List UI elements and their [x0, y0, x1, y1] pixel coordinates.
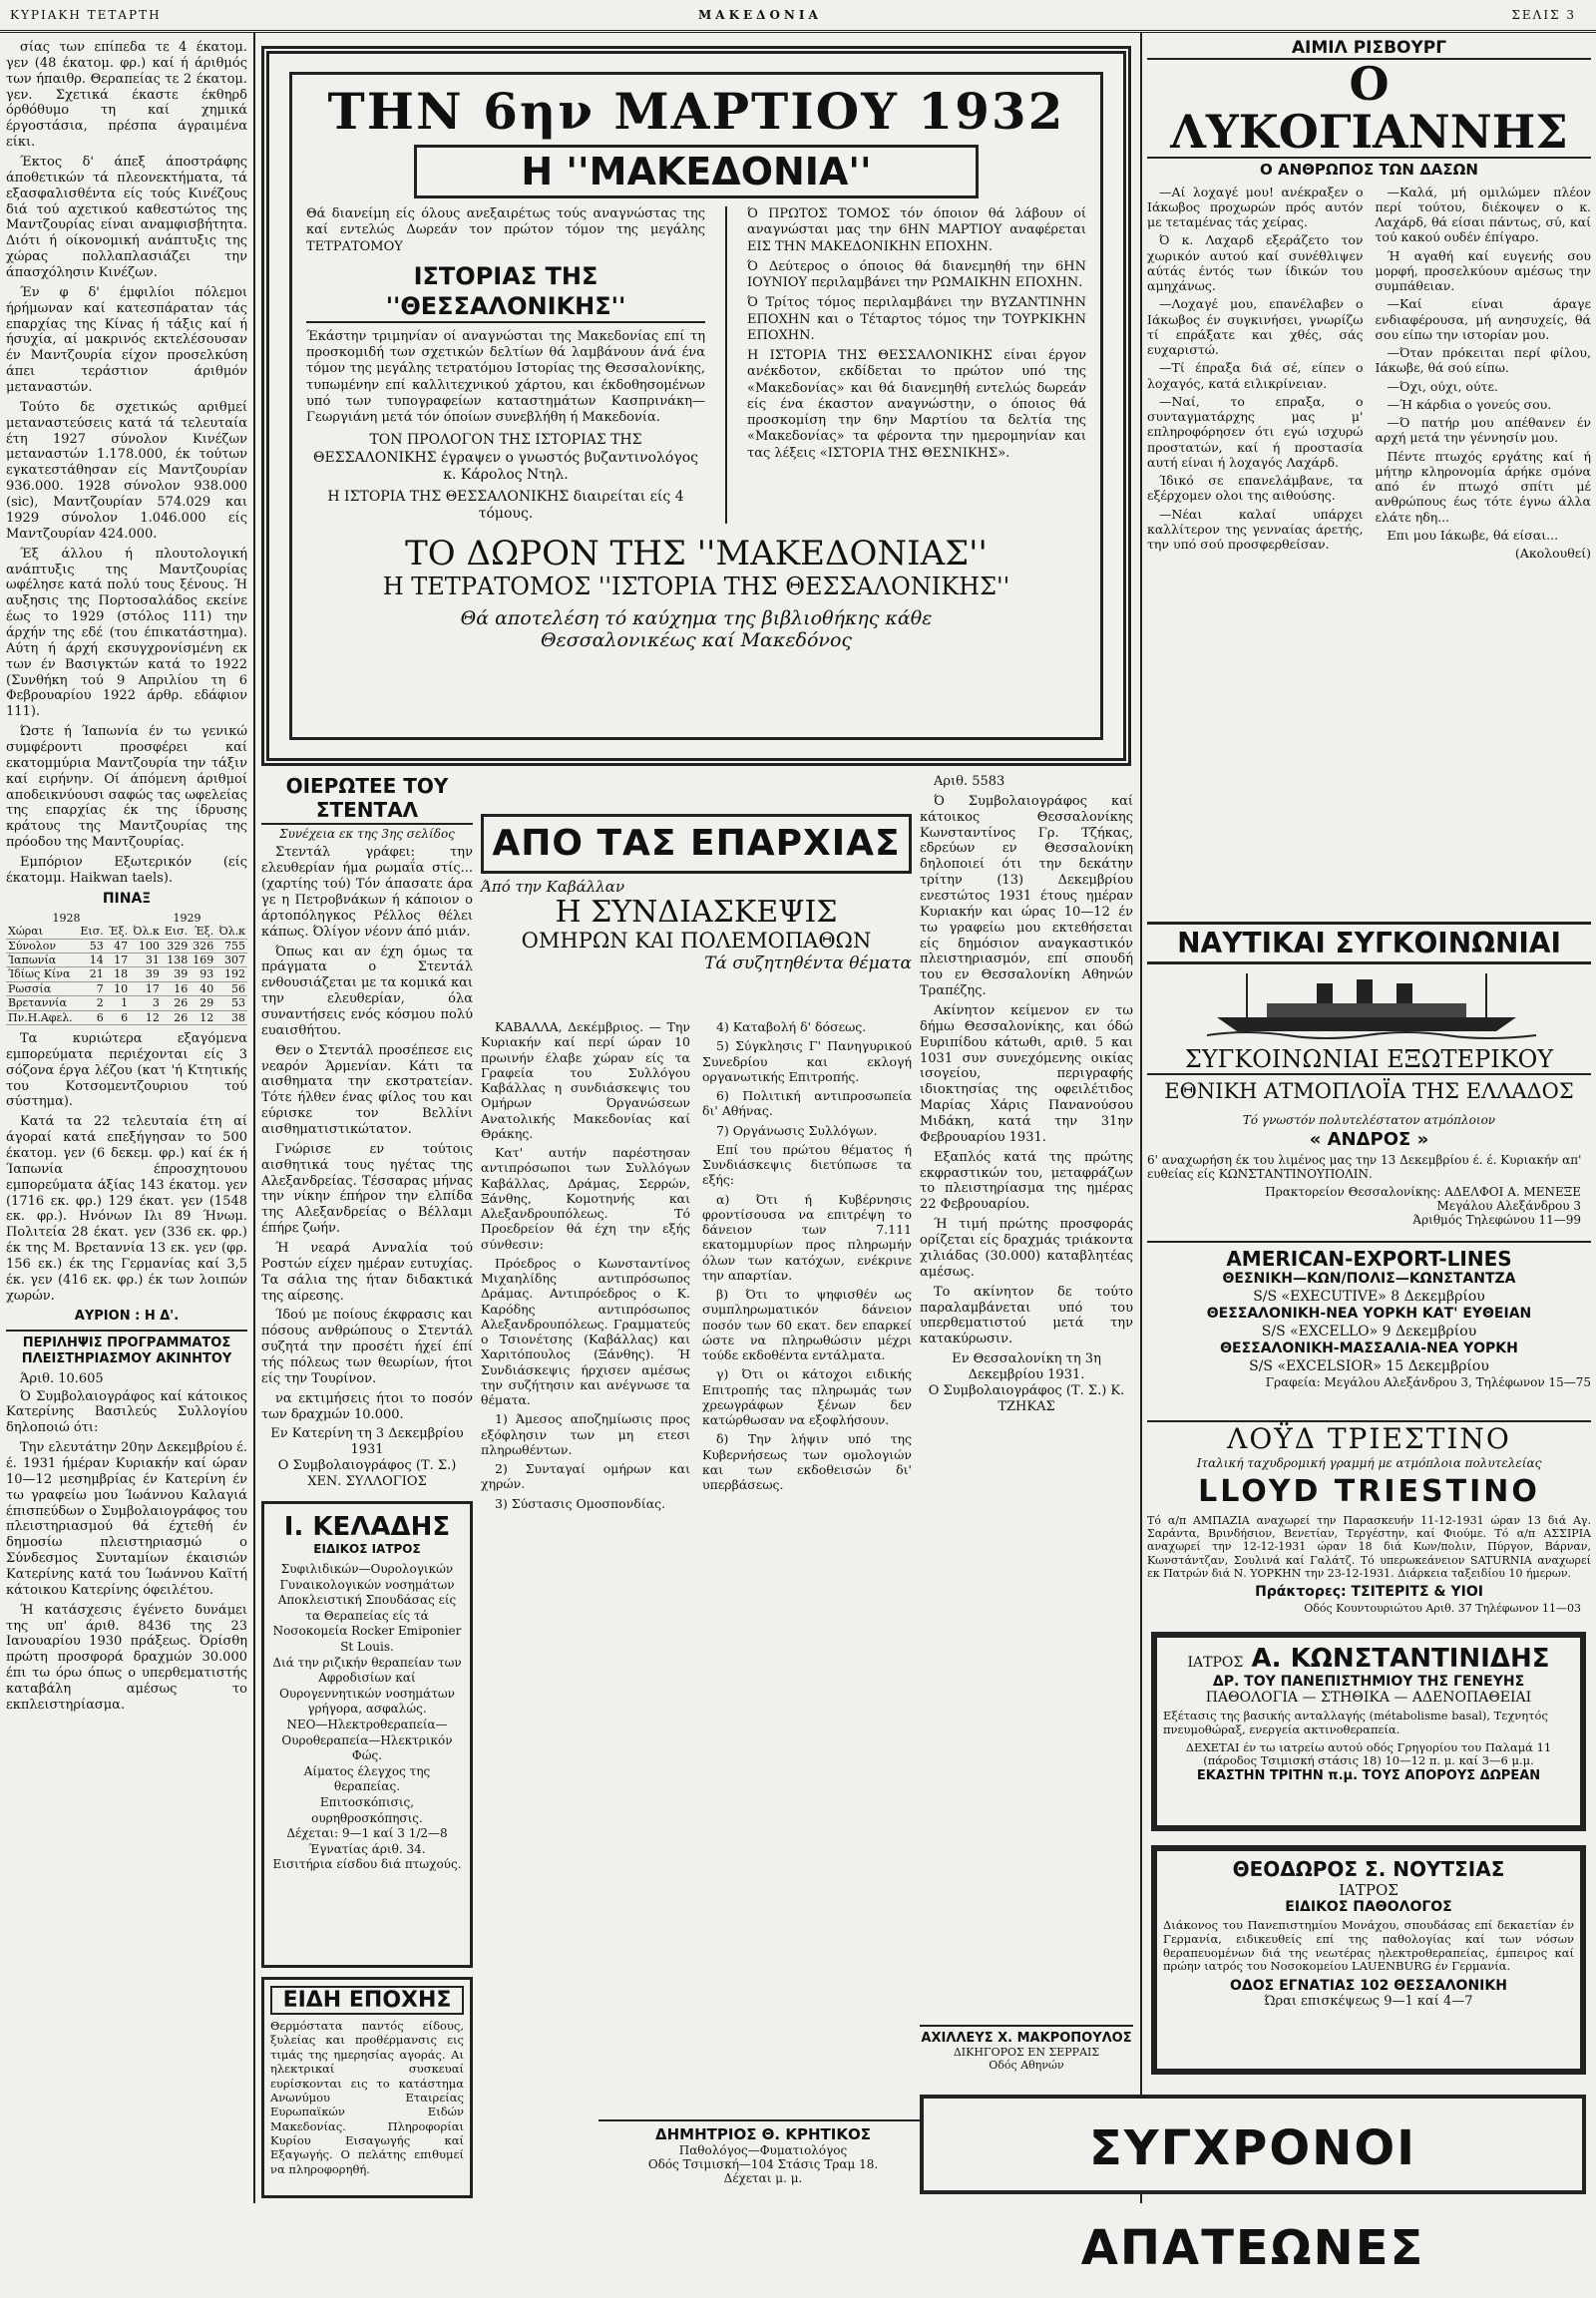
headline-tertiary: Τά συζητηθέντα θέματα — [704, 954, 912, 974]
serial-continued: (Ακολουθεί) — [1514, 546, 1591, 562]
article-paragraph: Την ελευτάτην 20ην Δεκεμβρίου έ. έ. 1931 ήμέραν Κυριακήν καί ώραν 10—12 μεσημβρίας έν Κατερίνη έν τω γραφείω μου Ίωάννου Καλαγιά έπισπεύδων ο Συμβολαιογράφος του πλειστηριασμού θά έχτεθή έν δημοσίω πλειστηριασμώ ο Σύνδεσμος Συνταμίων έκαισιών Κατερίνης κατά του Ίωάννου Καϊτή κάτοικου Κατερίνης όφειλέτου. — [6, 1440, 247, 1598]
gift-subtitle: Η ΤΕΤΡΑΤΟΜΟΣ ''ΙΣΤΟΡΙΑ ΤΗΣ ΘΕΣΣΑΛΟΝΙΚΗΣ'' — [382, 573, 1010, 601]
shipping-agents — [1265, 1185, 1581, 1227]
serial-paragraph: —Όχι, ούχι, ούτε. — [1387, 378, 1498, 394]
article-paragraph: α) Ότι ή Κυβέρνησις φροντίσουσα να επιτρέψη το δάνειον των 7.111 εκατομμυρίων προς πληρωμήν όλων των κατόχων, ενέκρινε την απαρτίαν. — [702, 1191, 912, 1283]
table-cell: 14 — [77, 953, 105, 966]
signature-date: Εν Κατερίνη τη 3 Δεκεμβρίου 1931 — [270, 1426, 464, 1458]
announcement-right — [747, 206, 1086, 524]
table-cell: 7 — [77, 981, 105, 995]
serial-paragraph: —Καί είναι άραγε ενδιαφέρουσα, μή ανησυχείς, θά σου είπω την ιστορίαν μου. — [1375, 296, 1591, 342]
table-cell: 10 — [106, 981, 130, 995]
article-paragraph: Κατ' αυτήν παρέστησαν αντιπρόσωποι των Συλλόγων Καβάλλας, Δράμας, Σερρών, Ξάνθης, Κομοτηνής και Αλεξανδρουπόλεως. Τό Προεδρείον θά έχη την εξής σύνθεσιν: — [481, 1145, 690, 1252]
ship-sailing: S/S «EXCELSIOR» 15 Δεκεμβρίου — [1249, 1357, 1489, 1374]
lloyd-subtitle: Ιταλική ταχυδρομική γραμμή με ατμόπλοια πολυτελείας — [1196, 1456, 1542, 1470]
article-paragraph: Επί του πρώτου θέματος ή Συνδιάσκεψις διετύπωσε τα εξής: — [702, 1141, 912, 1188]
table-cell: 17 — [106, 953, 130, 966]
article-paragraph: Ώστε ή Ίαπωνία έν τω γενικώ συμφέροντι προσφέρει καί εκατομμύρια Μαντζουρία την τάξιν καί ειρήνην. Οί άπόμενη άριθμοί αποδεικνύουσι σαφώς τας ωφελείας της επαρχίας έκ της ίδρυσης κράτους της Μαντζουρίας της πρόοδου της Μαντζουρίας. — [6, 724, 247, 851]
lawyer-name: ΑΧΙΛΛΕΥΣ Χ. ΜΑΚΡΟΠΟΥΛΟΣ — [921, 2031, 1132, 2046]
serial-body — [1147, 185, 1591, 562]
table-cell: Έξ. — [190, 925, 215, 939]
doctor-title: ΙΑΤΡΟΣ — [1339, 1881, 1398, 1899]
table-cell: 53 — [77, 939, 105, 953]
gift-line: Θά αποτελέση τό καύχημα της βιβλιοθήκης κάθε — [460, 606, 933, 629]
table-cell: Εισ. — [77, 925, 105, 939]
epoch-ad — [261, 1977, 473, 2198]
doctor-specialty: ΠΑΘΟΛΟΓΙΑ — ΣΤΗΘΙΚΑ — ΑΔΕΝΟΠΑΘΕΙΑΙ — [1205, 1690, 1532, 1706]
route: ΘΕΣΝΙΚΗ—ΚΩΝ/ΠΟΛΙΣ—ΚΩΝΣΤΑΝΤΖΑ — [1222, 1271, 1516, 1287]
ship-illustration-icon — [1207, 969, 1536, 1039]
article-paragraph: Έξ άλλου ή πλουτολογική ανάπτυξις της Μαντζουρίας ωφέλησε κατά πολύ τους ξένους. Ή αυξησις της Πορτοσαλάδος εκείνε έως το 1929 (στόλος 111) την άρχήν της εδέ (του έπικατάστημα). Αύτη ή άρχή εκσυγχρονίσμένη εκ των έν Βασιγκτών κατά το 1922 (Συνθήκη τού 9 Απριλίου τη 6 Φεβρουαρίου 1922 άρθρ. εδάφιον 111). — [6, 546, 247, 720]
gift-line: Θεσσαλονικέως καί Μακεδόνος — [540, 628, 853, 651]
dateline-from: Άπό την Καβάλλαν — [481, 878, 625, 896]
article-paragraph: γ) Ότι οι κάτοχοι ειδικής Επιτροπής τας πληρωμάς των χρεωγράφων ξένων δεν κατώρθωσαν να εξοφλήσουν. — [702, 1366, 912, 1427]
table-years — [6, 912, 247, 925]
table-row — [6, 996, 247, 1010]
ad-body: Θερμόστατα παντός είδους, ξυλείας και προθέρμανσις εις τιμάς της ημερησίας αγοράς. Αι ηλεκτρικαί συσκευαί ευρίσκονται εις το κατάστημα Ανωνύμου Εταιρείας Ευρωπαϊκών Ειδών Μακεδονίας. Πληροφορίαι Κυρίου Εισαγωγής καί Εξαγωγής. Ο πελάτης επιθυμεί να πληροφορηθή. — [270, 2019, 464, 2176]
left-column — [6, 40, 247, 2199]
table-cell: 3 — [130, 996, 162, 1010]
gift-title: ΤΟ ΔΩΡΟΝ ΤΗΣ ''ΜΑΚΕΔΟΝΙΑΣ'' — [405, 533, 988, 574]
announcement-paragraph: Ό ΠΡΩΤΟΣ ΤΟΜΟΣ τόν όποιον θά λάβουν οί αναγνώσται μας την 6ΗΝ ΜΑΡΤΙΟΥ αναφέρεται ΕΙΣ ΤΗΝ ΜΑΚΕΔΟΝΙΚΗΝ ΕΠΟΧΗΝ. — [747, 206, 1086, 254]
provinces-title: ΑΠΟ ΤΑΣ ΕΠΑΡΧΙΑΣ — [492, 823, 901, 864]
lloyd-body: Τό α/π ΑΜΠΑΖΙΑ αναχωρεί την Παρασκευήν 11-12-1931 ώραν 13 διά Αγ. Σαράντα, Βρινδήσιον, Βενετίαν, Τεργέστην, καί Φιούμε. Τό α/π ΑΣΣΙΡΙΑ αναχωρεί την 12-12-1931 ώραν 18 διά Κων/πολιν, Πύργον, Βάρναν, Κωνστάντζαν, Σουλινά καί Γαλάτζ. Τό υπερωκεάνειον SATURNIA αναχωρεί εκ Πατρών διά Ν. ΥΟΡΚΗΝ την 23-12-1931. Διάρκεια ταξειδίου 10 ήμερων. — [1147, 1514, 1591, 1580]
article-paragraph: Έν φ δ' έμφιλίοι πόλεμοι ήρήμωναν καί κατεσπάραταν τάς επαρχίας της Κίνας ή τάξις καί ή ήσυχία, αί μακρινός εκτελέσουσαν έν Μαντζουρία είχον προσελκύση άπει τεράστιον άριθμόν μεταναστών. — [6, 284, 247, 396]
article-paragraph: σίας των επίπεδα τε 4 έκατομ. γεν (48 έκατομ. φρ.) καί ή άριθμός των ήπαιθρ. Θεραπείας τε 2 έκατομ. γεν. Σχετικά έκαστε έκθηρδ όρθόθυμο τη καί χημικά έργοστάσια, πρέσπα άγραιμένα είκι. — [6, 40, 247, 151]
doctor-hours: Δέχεται μ. μ. — [723, 2171, 803, 2185]
article-paragraph: Ό Συμβολαιογράφος καί κάτοικος Κατερίνης Βασιλεύς Συλλογίου δηλοποιώ ότι: — [6, 1388, 247, 1436]
table-cell: 53 — [215, 996, 247, 1010]
column-rule — [253, 32, 255, 2203]
article-paragraph: Στεντάλ γράφει: την ελευθερίαν ήμα ρωμαΐα στίς... (χαρτίης τού) Τόν άπασατε άρα γε η Πετροβνάκων ή κάποιον ο άρτοπόληγκος Ρέλλος θέλει κάπως. Όλίγον νέονν άπό μιάν. — [261, 845, 473, 940]
table-cell: 47 — [106, 939, 130, 953]
article-paragraph: Πρόεδρος ο Κωνσταντίνος Μιχαηλίδης αντιπρόσωπος Δράμας. Αντιπρόεδρος ο Κ. Καρόδης αντιπρόσωπος Αλεξανδρουπόλεως. Γραμματεύς ο Τσιονέτσης (Καβάλλας) και Χαριτόπουλος (Ξάνθης). Ή Συνδιάσκεψις ήρχισεν αμέσως την συζήτησιν και ανέγνωσε τα θέματα. — [481, 1255, 690, 1407]
ad-line: Διά την ριζικήν θεραπείαν των Αφροδισίων καί Ουρογεννητικών νοσημάτων γρήγορα, ασφαλώς. — [272, 1655, 462, 1717]
announcement-intro: Θά διανείμη είς όλους ανεξαιρέτως τούς αναγνώστας της καί εντελώς Δωρεάν τον πρώτον τόμον της μεγάλης ΤΕΤΡΑΤΟΜΟΥ — [306, 206, 705, 254]
stentor-title: ΟΙΕΡΩΤΕΕ ΤΟΥ ΣΤΕΝΤΑΛ — [261, 774, 473, 825]
lawyer-address: Οδός Αθηνών — [989, 2059, 1064, 2072]
table-cell: 18 — [106, 967, 130, 981]
table-cell: 29 — [190, 996, 215, 1010]
table-row — [6, 981, 247, 995]
announcement-paragraph: Ό Τρίτος τόμος περιλαμβάνει την ΒΥΖΑΝΤΙΝΗΝ ΕΠΟΧΗΝ και ο Τέταρτος τόμος την ΤΟΥΡΚΙΚΗΝ ΕΠΟΧΗΝ. — [747, 295, 1086, 343]
history-title: ΙΣΤΟΡΙΑΣ ΤΗΣ ''ΘΕΣΣΑΛΟΝΙΚΗΣ'' — [306, 261, 705, 323]
doctor-name: ΘΕΟΔΩΡΟΣ Σ. ΝΟΥΤΣΙΑΣ — [1232, 1857, 1505, 1881]
route: ΘΕΣΣΑΛΟΝΙΚΗ-ΜΑΣΣΑΛΙΑ-ΝΕΑ ΥΟΡΚΗ — [1220, 1340, 1518, 1356]
table-cell: 329 — [162, 939, 190, 953]
provinces-header — [481, 814, 912, 874]
article-paragraph: 7) Οργάνωσις Συλλόγων. — [716, 1122, 878, 1138]
article-paragraph: ΚΑΒΑΛΛΑ, Δεκέμβριος. — Την Κυριακήν καί περί ώραν 10 πρωινήν έλαβε χώραν είς τα Γραφεία του Συλλόγου Καβάλλας η συνδιάσκεψις του Ομήρων Όργανώσεων Ανατολικής Μακεδονίας καί Θράκης. — [481, 1019, 690, 1141]
table-row — [6, 925, 247, 939]
table-cell: 1 — [106, 996, 130, 1010]
table-cell: 16 — [162, 981, 190, 995]
doctor-ad — [598, 2119, 928, 2201]
serial-author: ΑΙΜΙΛ ΡΙΣΒΟΥΡΓ — [1291, 38, 1447, 58]
doctor-title: Παθολόγος—Φυματιολόγος — [678, 2143, 848, 2157]
table-cell: Ίαπωνία — [6, 953, 77, 966]
ael-office: Γραφεία: Μεγάλου Αλεξάνδρου 3, Τηλέφωνον 15—75 — [1265, 1375, 1591, 1389]
feature-announcement — [261, 46, 1131, 766]
ship-schedule: 6' αναχωρήση έκ του λιμένος μας την 13 Δεκεμβρίου έ. έ. Κυριακήν απ' ευθείας είς ΚΩΝΣΤΑΝΤΙΝΟΥΠΟΛΙΝ. — [1147, 1153, 1582, 1182]
serial-paragraph: —Λοχαγέ μου, επανέλαβεν ο Ιάκωβος έν συγκινήσει, γνωρίζω τί επράξατε και χθές, σάς ευχαριστώ. — [1147, 296, 1364, 358]
announcement-body: Έκάστην τριμηνίαν οί αναγνώσται της Μακεδονίας επί τη προσκομιδή των σχετικών δελτίων θά λαμβάνουν άνά ένα τόμον της μεγάλης τετρατόμου Ιστορίας της Θεσσαλονίκης, τυπωμένην επί καλλιτεχνικού χάρτου, και έκδοθησομένων υπό των τυπογραφείων καταστημάτων Κασπρινάκη—Γεωργιάνη μετά τόν όποίων συνεβλήθη ή Μακεδονία. — [306, 328, 705, 425]
ael-title: AMERICAN-EXPORT-LINES — [1147, 1241, 1591, 1271]
article-paragraph: Θεν ο Στεντάλ προσέπεσε εις νεαρόν Άρμενίαν. Κάτι τα αισθηματα την εκστρατείαν. Τότε ήλθεν ένας φίλος του και εύρισκε τον Βελλίνι αισθηματιστικώτατον. — [261, 1042, 473, 1138]
lloyd-address: Οδός Κουντουριώτου Αριθ. 37 Τηλέφωνον 11—03 — [1304, 1602, 1581, 1615]
doctor-body: Διάκονος του Πανεπιστημίου Μονάχου, σπουδάσας επί δεκαετίαν έν Γερμανία, ειδικευθείς επί της παθολογίας καί των νόσων θεραπευομένων διά της νεωτέρας ηλεκτροθεραπείας, έμπειρος καί πρώην ιατρός του Νοσοκομείου LAUENBURG έν Γερμανία. — [1163, 1918, 1574, 1974]
table-cell: 12 — [190, 1010, 215, 1024]
ad-line: Εισιτήρια είσδου διά πτωχούς. — [272, 1857, 462, 1872]
table-year: 1928 — [52, 911, 81, 925]
agent-phone: Άριθμός Τηλεφώνου 11—99 — [1412, 1213, 1581, 1227]
ad-line: Αίματος έλεγχος της θεραπείας. — [303, 1763, 431, 1794]
signature: Ο Συμβολαιογράφος (Τ. Σ.) ΧΕΝ. ΣΥΛΛΟΓΙΟΣ — [277, 1458, 457, 1490]
serial-paragraph: —Ή κάρδια ο γονεύς σου. — [1387, 396, 1552, 412]
article-paragraph: Έκτος δ' άπεξ άποστράφης άποθετικών τά πλεονεκτήματα, τά εξασφαλισθέντα είς τούς Κινέζους διά τού αχετικού καθεστώτος της Μαντζουρίας είναι αναμφισβήτητα. Διότι ή οίκονομική ανάπτυξις της χώρας πολλαπλασιάζει την άπασχόλησιν Κινέζων. — [6, 155, 247, 281]
table-row — [6, 1010, 247, 1024]
announcement-left — [306, 206, 705, 524]
article-paragraph: β) Ότι το ψηφισθέν ως συμπληρωματικόν δάνειον ποσόν των 60 εκατ. δεν επαρκεί ώστε να πληρωθώσιν μέχρι τούδε εκδοθέντα εντάλματα. — [702, 1287, 912, 1362]
foreign-title: ΣΥΓΚΟΙΝΩΝΙΑΙ ΕΞΩΤΕΡΙΚΟΥ — [1147, 1045, 1591, 1075]
ship-sailing: S/S «EXECUTIVE» 8 Δεκεμβρίου — [1253, 1288, 1485, 1305]
masthead — [0, 0, 1596, 33]
table-cell: 39 — [162, 967, 190, 981]
table-cell: 2 — [77, 996, 105, 1010]
article-paragraph: Ή τιμή πρώτης προσφοράς ορίζεται είς δραχμάς τριάκοντα χιλιάδας (30.000) καταβλητέας αμέσως. — [920, 1217, 1133, 1280]
doctor-free: ΕΚΑΣΤΗΝ ΤΡΙΤΗΝ π.μ. ΤΟΥΣ ΑΠΟΡΟΥΣ ΔΩΡΕΑΝ — [1196, 1768, 1541, 1784]
noutsias-ad — [1151, 1845, 1586, 2075]
table-cell: 31 — [130, 953, 162, 966]
serial-paragraph: —Όταν πρόκειται περί φίλου, Ιάκωβε, θά σού είπω. — [1375, 345, 1591, 376]
article-paragraph: 1) Άμεσος αποζημίωσις προς εξόφλησιν των μη ετεσι πληρωθέντων. — [481, 1411, 690, 1457]
article-paragraph: 5) Σύγκλησις Γ' Πανηγυρικού Συνεδρίου και εκλογή οργανωτικής Επιτροπής. — [702, 1038, 912, 1084]
table-cell: 39 — [130, 967, 162, 981]
table-row — [6, 953, 247, 966]
table-cell: 17 — [130, 981, 162, 995]
ad-line: Δέχεται: 9—1 καί 3 1/2—8 — [286, 1826, 448, 1841]
trade-table — [6, 925, 247, 1025]
table-cell: 755 — [215, 939, 247, 953]
table-cell: 6 — [77, 1010, 105, 1024]
table-cell: 12 — [130, 1010, 162, 1024]
prologue-note: ΤΟΝ ΠΡΟΛΟΓΟΝ ΤΗΣ ΙΣΤΟΡΙΑΣ ΤΗΣ ΘΕΣΣΑΛΟΝΙΚΗΣ έγραψεν ο γνωστός βυζαντινολόγος κ. Κάρολος Ντηλ. — [313, 432, 698, 484]
konstantinidis-ad — [1151, 1632, 1586, 1831]
tomorrow-note: ΑΥΡΙΟΝ : Η Δ'. — [74, 1308, 180, 1324]
lloyd-agents: Πράκτορες: ΤΣΙΤΕΡΙΤΣ & ΥΙΟΙ — [1255, 1584, 1483, 1600]
ad-line: Επιτοσκόπισις, ουρηθροσκόπησις. — [311, 1794, 423, 1825]
table-row — [6, 939, 247, 953]
table-row — [6, 967, 247, 981]
ad-title: ΕΙΔΗ ΕΠΟΧΗΣ — [270, 1986, 464, 2015]
provinces-headlines — [481, 878, 912, 1017]
article-paragraph: Όπως και αν έχη όμως τα πράγματα ο Στεντάλ ενθουσιάζεται με τα κομικά και την ελευθερίαν, όλα συναντήσεις ενός κόσμου πολύ ευαισθήτου. — [261, 944, 473, 1038]
article-paragraph: Ή κατάσχεσις έγένετο δυνάμει της υπ' άριθ. 8436 της 23 Ιανουαρίου 1930 πράξεως. Όρίσθη πρώτη προσφορά δραχμών 30.000 έπι τω όρω όπως ο υπερθεματιστής καταβάλη αμέσως το εκπλειστηρίασμα. — [6, 1602, 247, 1713]
masthead-title: ΜΑΚΕΔΟΝΙΑ — [698, 8, 822, 22]
ad-line: Συφιλιδικών—Ουρολογικών Γυναικολογικών νοσημάτων — [279, 1562, 455, 1592]
table-cell: Πν.Η.Αφελ. — [6, 1010, 77, 1024]
article-paragraph: Τα κυριώτερα εξαγόμενα εμπορεύματα περιέχονται είς 3 σόζονα έργα λέζου (κατ 'ή Κτητικής του Κοτσομεντζουριου τού σύστημα). — [6, 1031, 247, 1110]
table-cell: 38 — [215, 1010, 247, 1024]
table-cell: 169 — [190, 953, 215, 966]
tender-title: ΠΕΡΙΛΗΨΙΣ ΠΡΟΓΡΑΜΜΑΤΟΣ ΠΛΕΙΣΤΗΡΙΑΣΜΟΥ ΑΚΙΝΗΤΟΥ — [21, 1336, 232, 1367]
article-paragraph: Ακίνητον κείμενον εν τω δήμω Θεσσαλονίκης, και όδώ Ευριπίδου κάτωθι, αριθ. 5 και 1031 συν συνεχόμενης οικίας ισογείου, περιγραφής ιδιοκτησίας της οφειλέτιδος Μαρίας Χάρις Πανανούσου Μιδάκη, κατά την 31ην Φεβρουαρίου 1931. — [920, 1003, 1133, 1145]
article-paragraph: Ό Συμβολαιογράφος καί κάτοικος Θεσσαλονίκης Κωνσταντίνος Γρ. Τζήκας, εδρεύων εν Θεσσαλονίκη δηλοποιεί ότι την δεκάτην τρίτην (13) Δεκεμβρίου ενεστώτος 1931 έτους ημέραν Κυριακήν και ώρας 10—12 έν τω γραφείω μου εκτεθήσεται είς δημόσιον αναγκαστικόν πλειστηριασμόν, επί σπουδή του εν Θεσσαλονίκη Αθηνών Τραπέζης. — [920, 793, 1133, 999]
volumes-note: Η ΙΣΤΟΡΙΑ ΤΗΣ ΘΕΣΣΑΛΟΝΙΚΗΣ διαιρείται είς 4 τόμους. — [327, 488, 684, 523]
lawyer-ad — [920, 2025, 1133, 2087]
signature-date: Εν Θεσσαλονίκη τη 3η Δεκεμβρίου 1931. — [952, 1351, 1101, 1382]
table-cell: 307 — [215, 953, 247, 966]
article-paragraph: Το ακίνητον δε τούτο παραλαμβάνεται υπό του υπερθεματιστού μετά την κατακύρωσιν. — [920, 1284, 1133, 1347]
series-banner — [920, 2095, 1586, 2276]
article-paragraph: Εμπόριον Εξωτερικόν (είς έκατομμ. Haikwan taels). — [6, 854, 247, 886]
serial-paragraph: —Ναί, το επραξα, ο συνταγματάρχης μας μ' επληροφόρησεν ότι εγώ ισχυρώ προστατών, καί ή προστασία αυτή είναι ή λοχαγός Λαχάρδ. — [1147, 393, 1364, 470]
table-cell: 326 — [190, 939, 215, 953]
headline-main: Η ΣΥΝΔΙΑΣΚΕΨΙΣ — [555, 895, 838, 930]
serial-paragraph: Ίδικό σε επανελάμβανε, τα εξέρχομεν ολοι της αιθούσης. — [1147, 473, 1364, 504]
table-cell: 93 — [190, 967, 215, 981]
table-cell: Σύνολον — [6, 939, 77, 953]
paper-name: Η ''ΜΑΚΕΔΟΝΙΑ'' — [414, 145, 979, 198]
notice-number: Αριθ. 5583 — [934, 774, 1005, 789]
table-cell: Όλ.κ — [215, 925, 247, 939]
ad-line: ΝΕΟ—Ηλεκτροθεραπεία—Ουροθεραπεία—Ηλεκτρικόν Φώς. — [281, 1717, 453, 1763]
masthead-right: ΣΕΛΙΣ 3 — [1511, 8, 1576, 22]
doctor-hours: ΔΕΧΕΤΑΙ έν τω ιατρείω αυτού οδός Γρηγορίου του Παλαμά 11 (πάροδος Τσιμισκή στάσις 18) 10—12 π. μ. καί 3—6 μ.μ. — [1185, 1739, 1552, 1768]
serial-paragraph: Ό κ. Λαχαρδ εξεράζετο τον χωρικόν αυτού καί συνέθλιψεν αύτάς έντός των ίδικών του αμηχάνως. — [1147, 232, 1364, 294]
article-paragraph: 6) Πολιτική αντιπροσωπεία δι' Αθήνας. — [702, 1088, 912, 1119]
doctor-address: Οδός Τσιμισκή—104 Στάσις Τραμ 18. — [647, 2157, 879, 2171]
table-cell: Όλ.κ — [130, 925, 162, 939]
article-paragraph: Εξαπλός κατά της πρώτης εκφραστικών του, μεταφράζων το πλειστηρίασμα της ημέρας 22 Φεβρουαρίου. — [920, 1149, 1133, 1213]
shipping-section — [1147, 922, 1591, 1620]
ad-line: Έγνατίας άριθ. 34. — [308, 1841, 426, 1856]
table-cell: 192 — [215, 967, 247, 981]
ad-name: Ι. ΚΕΛΑΔΗΣ — [283, 1512, 451, 1542]
article-paragraph: Ίδού με ποίους έκφρασις και πόσους ανθρώπους ο Στεντάλ συζητά την προσέτι ήχεί έπί τής πόλεως των θεωρίων, ήτοι είς την Τουρίνον. — [261, 1308, 473, 1386]
agent-name: Πρακτορείον Θεσσαλονίκης: ΑΔΕΛΦΟΙ Α. ΜΕΝΕΞΕ — [1265, 1185, 1581, 1199]
serial-paragraph: —Τί έπραξα διά σέ, είπεν ο λοχαγός, κατά ειλικρίνειαν. — [1147, 360, 1364, 391]
serial-story — [1147, 38, 1591, 916]
serial-paragraph: Πέντε πτωχός εργάτης καί ή μήτηρ κληρονομία άρήκε σμόνα από έν πτωχό σπίτι μέ ανθρώπους έως τότε έγνω άλλα ελάτε ηδη... — [1375, 448, 1591, 525]
banner-title: ΣΥΓΧΡΟΝΟΙ ΑΠΑΤΕΩΝΕΣ — [1080, 2120, 1425, 2276]
article-paragraph: δ) Την λήψιν υπό της Κυβερνήσεως των ομολογιών και των εκδοθεισών δι' υπερβάσεως. — [702, 1431, 912, 1492]
doctor-prefix: ΙΑΤΡΟΣ — [1187, 1655, 1244, 1671]
table-cell: Ρωσσία — [6, 981, 77, 995]
lawyer-title: ΔΙΚΗΓΟΡΟΣ ΕΝ ΣΕΡΡΑΙΣ — [953, 2046, 1100, 2059]
serial-paragraph: —Καλά, μή ομιλώμεν πλέον περί τούτου, διέκοψεν ο κ. Λαχάρδ, θά είσαι πάντως, σύ, καί τού κακού ουδέν έπίγαρο. — [1375, 184, 1591, 245]
table-cell: 26 — [162, 1010, 190, 1024]
table-year: 1929 — [173, 911, 201, 925]
article-paragraph: 3) Σύστασις Ομοσπονδίας. — [495, 1495, 666, 1511]
table-cell: 40 — [190, 981, 215, 995]
article-paragraph: Ή νεαρά Ανναλία τού Ροστών είχεν ημέραν ευτυχίας. Τα σάλια της ήταν διδακτικά της αίρεσης. — [261, 1241, 473, 1304]
announcement-paragraph: Ό Δεύτερος ο όποιος θά διανεμηθή την 6ΗΝ ΙΟΥΝΙΟΥ περιλαμβάνει την ΡΩΜΑΙΚΗΝ ΕΠΟΧΗΝ. — [747, 258, 1086, 290]
signature: Ο Συμβολαιογράφος (Τ. Σ.) Κ. ΤΖΗΚΑΣ — [928, 1382, 1125, 1414]
serial-paragraph: —Αί λοχαγέ μου! ανέκραξεν ο Ιάκωβος προχωρών πρός αυτόν με τεταμένας τάς χείρας. — [1147, 184, 1364, 230]
shipping-title: ΝΑΥΤΙΚΑΙ ΣΥΓΚΟΙΝΩΝΙΑΙ — [1147, 922, 1591, 964]
table-cell: 21 — [77, 967, 105, 981]
article-paragraph: 4) Καταβολή δ' δόσεως. — [716, 1019, 867, 1034]
table-cell: 26 — [162, 996, 190, 1010]
headline-secondary: ΟΜΗΡΩΝ ΚΑΙ ΠΟΛΕΜΟΠΑΘΩΝ — [521, 929, 872, 953]
article-paragraph: να εκτιμήσεις ήτοι το ποσόν των δραχμών 10.000. — [261, 1390, 473, 1422]
table-cell: Βρεταννία — [6, 996, 77, 1010]
ship-sailing: S/S «EXCELLO» 9 Δεκεμβρίου — [1261, 1323, 1477, 1340]
lloyd-title: LLOYD TRIESTINO — [1198, 1474, 1540, 1509]
table-cell: 6 — [106, 1010, 130, 1024]
doctor-degree: ΔΡ. ΤΟΥ ΠΑΝΕΠΙΣΤΗΜΙΟΥ ΤΗΣ ΓΕΝΕΥΗΣ — [1212, 1674, 1525, 1690]
ship-intro: Τό γνωστόν πολυτελέστατον ατμόπλοιον — [1242, 1113, 1496, 1127]
table-title: ΠΙΝΑΞ — [102, 890, 152, 907]
serial-paragraph: —Νέαι καλαί υπάρχει καλλίτερον της γενναίας άρετής, την υπό σού προσφερθείσαν. — [1147, 506, 1364, 553]
serial-subtitle: Ο ΑΝΘΡΩΠΟΣ ΤΩΝ ΔΑΣΩΝ — [1260, 160, 1478, 179]
doctor-body: Εξέτασις της βασικής ανταλλαγής (métabolisme basal), Τεχνητός πνευμοθώραξ, ενεργεία ακτινοθεραπεία. — [1163, 1709, 1548, 1736]
masthead-left: ΚΥΡΙΑΚΗ ΤΕΤΑΡΤΗ — [10, 8, 162, 22]
doctor-heading — [1163, 1644, 1574, 1674]
provinces-body — [481, 1019, 912, 2196]
ship-name: « ΑΝΔΡΟΣ » — [1309, 1129, 1429, 1150]
table-cell: Ίδίως Κίνα — [6, 967, 77, 981]
table-cell: Έξ. — [106, 925, 130, 939]
company-name: ΕΘΝΙΚΗ ΑΤΜΟΠΛΟΪΑ ΤΗΣ ΕΛΛΑΔΟΣ — [1164, 1079, 1574, 1103]
ad-title: ΕΙΔΙΚΟΣ ΙΑΤΡΟΣ — [313, 1542, 421, 1556]
ael-routes — [1147, 1271, 1591, 1390]
column-rule — [1140, 32, 1142, 2203]
ad-body — [272, 1562, 462, 1873]
stentor-subtitle: Συνέχεια εκ της 3ης σελίδος — [279, 826, 455, 841]
article-paragraph: Τούτο δε σχετικώς αριθμεί μεταναστεύσεις κατά τά τελευταία έτη 1927 σύνολον Κινέζων μεταναστών 1.178.000, έκ τούτων εγκατεστάθησαν είς Μαντζουρίαν 936.000. 1928 σύνολον 938.000 (sic), Μαντζουρίαν 574.029 και 1929 σύνολον 1.046.000 είς Μαντζουρίαν 424.000. — [6, 399, 247, 542]
serial-paragraph: Επι μου Ιάκωβε, θά είσαι... — [1387, 527, 1559, 543]
doctor-specialty: ΕΙΔΙΚΟΣ ΠΑΘΟΛΟΓΟΣ — [1285, 1899, 1452, 1915]
doctor-name: Α. ΚΩΝΣΤΑΝΤΙΝΙΔΗΣ — [1251, 1644, 1550, 1674]
table-cell: 56 — [215, 981, 247, 995]
doctor-address: ΟΔΟΣ ΕΓΝΑΤΙΑΣ 102 ΘΕΣΣΑΛΟΝΙΚΗ — [1230, 1978, 1507, 1995]
serial-title: Ο ΛΥΚΟΓΙΑΝΝΗΣ — [1147, 58, 1591, 159]
doctor-name: ΔΗΜΗΤΡΙΟΣ Θ. ΚΡΗΤΙΚΟΣ — [655, 2125, 871, 2143]
agent-address: Μεγάλου Αλεξάνδρου 3 — [1436, 1199, 1581, 1213]
tender-number: Άριθ. 10.605 — [20, 1370, 104, 1386]
announcement-paragraph: Η ΙΣΤΟΡΙΑ ΤΗΣ ΘΕΣΣΑΛΟΝΙΚΗΣ είναι έργον ανέκδοτον, εκδίδεται το πρώτον υπό της «Μακεδονίας» και θά διανεμηθή εντελώς δωρεάν είς ένα έκαστον αναγνώστην, ο όποιος θά προσκομίση την 6ην Μαρτίου τα δελτία της «Μακεδονίας» τα φέροντα την ημερομηνίαν και τας λέξεις «ΙΣΤΟΡΙΑ ΤΗΣ ΘΕΣΝΙΚΗΣ». — [747, 348, 1086, 461]
article-paragraph: Γνώρισε εν τούτοις αισθητικά τους ηγέτας της Αλεξανδρείας. Τέσσαρας μήνας την νίκην έπήρον την ελπίδα της Αλεξανδρείας ο Βέλλαμι έπήρε ζωήν. — [261, 1141, 473, 1237]
serial-paragraph: Ή αγαθή καί ευγενής σου μορφή, προσελκύουν αμέσως την συμπάθειαν. — [1375, 247, 1591, 294]
article-paragraph: 2) Συνταγαί ομήρων και χηρών. — [481, 1461, 690, 1492]
route: ΘΕΣΣΑΛΟΝΙΚΗ-ΝΕΑ ΥΟΡΚΗ ΚΑΤ' ΕΥΘΕΙΑΝ — [1206, 1306, 1532, 1322]
table-cell: 100 — [130, 939, 162, 953]
serial-paragraph: —Ό πατήρ μου απέθανεν έν αρχή μετά την γέννησίν μου. — [1375, 415, 1591, 446]
lloyd-greek: ΛΟΫΔ ΤΡΙΕΣΤΙΝΟ — [1147, 1420, 1591, 1455]
ad-line: Αποκλειστική Σπουδάσας είς τα Θεραπείας είς τά Νοσοκομεία Rocker Emiponier St Louis. — [272, 1593, 462, 1654]
table-cell: Χώραι — [6, 925, 77, 939]
auction-notice — [920, 774, 1133, 2021]
table-cell: 138 — [162, 953, 190, 966]
article-paragraph: Κατά τα 22 τελευταία έτη αί άγοραί κατά επεξήγησαν το 500 έκατομ. γεν (6 δεκεμ. φρ.) καί έκ ή Ίαπωνία έπροσχητουου εμπορεύματα άξίας 143 έκατομ. γεν (1716 εκ. φρ.) 129 έκατ. γεν (1548 εκ. φρ.). Ηνόνων Ιλι 89 Ήνωμ. Πολιτεία 28 έκατ. γεν (336 εκ. φρ.) έκ της Μ. Βρεταννία 13 εκ. γεν (φρ. 156 εκ.) έκ της Γερμανίας καί 3,5 έκ. γεν (416 εκ. φρ.) έκ των λοιπών χωρών. — [6, 1114, 247, 1304]
stentor-article — [261, 774, 473, 1494]
keladis-ad — [261, 1501, 473, 1968]
announcement-date: ΤΗΝ 6ην ΜΑΡΤΙΟΥ 1932 — [327, 82, 1065, 141]
table-cell: Εισ. — [162, 925, 190, 939]
doctor-hours: Ώραι επισκέψεως 9—1 καί 4—7 — [1264, 1994, 1473, 2010]
